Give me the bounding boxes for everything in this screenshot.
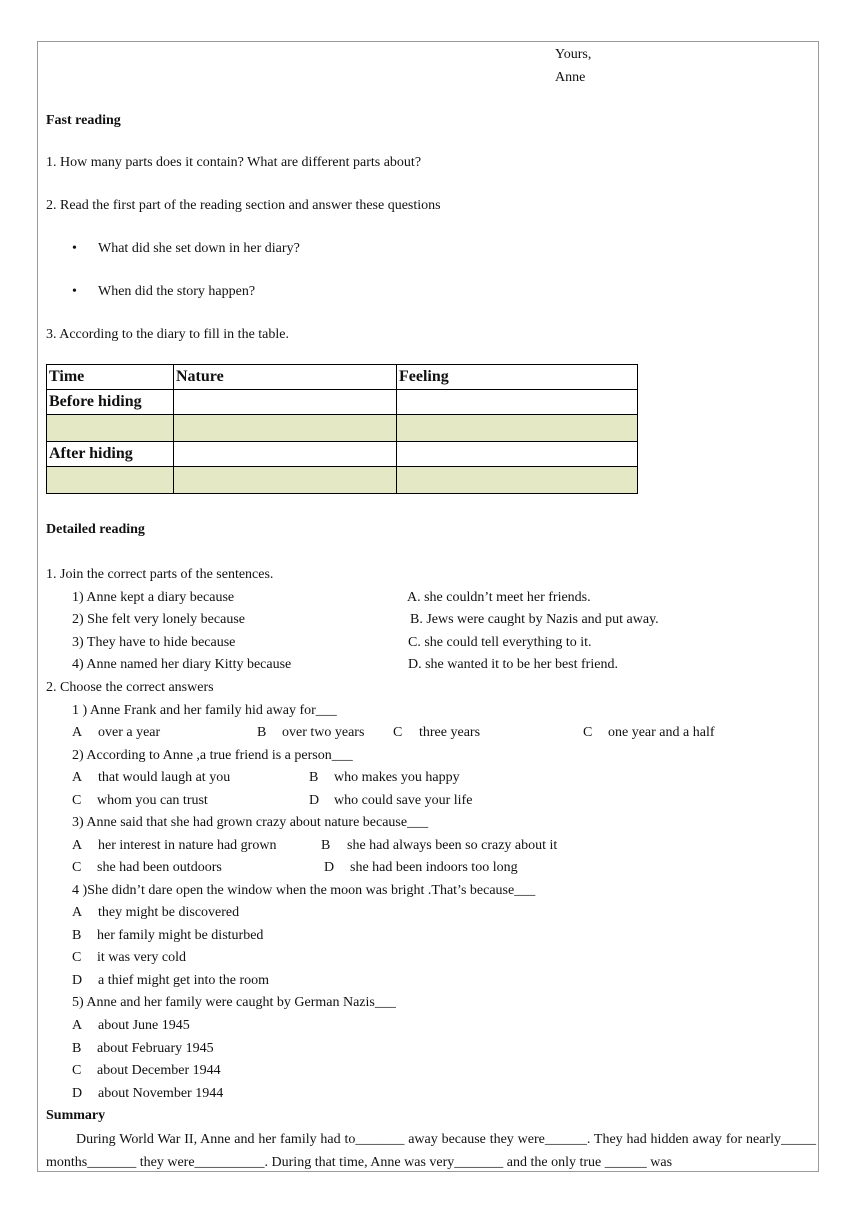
table-cell[interactable] (397, 415, 638, 442)
option-letter: C (72, 793, 82, 808)
option-text: a thief might get into the room (98, 973, 270, 988)
table-row (47, 442, 638, 467)
table-cell[interactable] (174, 415, 397, 442)
summary-text: During World War II, Anne and her family had to_______ away because they were______. They had hidden away for nearly_____ months_______ they were__________. During that time, Anne was very_______ and the only true ______ was (46, 1132, 816, 1170)
option-text: over two years (282, 725, 365, 740)
option-text: it was very cold (97, 950, 187, 965)
option-text: over a year (98, 725, 161, 740)
option-letter: C (72, 950, 82, 965)
table-cell[interactable] (174, 467, 397, 494)
option-letter: A (72, 770, 83, 785)
table-cell[interactable] (397, 390, 638, 415)
option-text: they might be discovered (98, 905, 240, 920)
option-letter: D (324, 860, 335, 875)
table-header-cell: Time (47, 365, 174, 390)
fast-reading-q2: 2. Read the first part of the reading section and answer these questions (46, 198, 441, 213)
option-letter: D (72, 1086, 83, 1101)
option-letter: A (72, 725, 83, 740)
bullet-icon: • (72, 284, 77, 299)
match-right-item: C. she could tell everything to it. (408, 635, 592, 650)
fast-reading-q3: 3. According to the diary to fill in the table. (46, 327, 289, 342)
bullet-icon: • (72, 241, 77, 256)
table-cell[interactable] (47, 467, 174, 494)
option-letter: A (72, 1018, 83, 1033)
table-cell[interactable] (174, 390, 397, 415)
detailed-part1-title: 1. Join the correct parts of the sentences. (46, 567, 274, 582)
option-text: three years (419, 725, 481, 740)
table-header-cell: Nature (174, 365, 397, 390)
bullet-item: When did the story happen? (98, 284, 256, 299)
question-text: 3) Anne said that she had grown crazy about nature because___ (72, 815, 429, 830)
option-text: she had been indoors too long (350, 860, 518, 875)
table-row-label: Before hiding (47, 390, 174, 415)
table-row (47, 415, 638, 442)
match-left-item: 4) Anne named her diary Kitty because (72, 657, 292, 672)
match-left-item: 3) They have to hide because (72, 635, 236, 650)
match-right-item: A. she couldn’t meet her friends. (407, 590, 591, 605)
option-text: she had been outdoors (97, 860, 222, 875)
closing-name: Anne (555, 70, 586, 85)
option-text: about February 1945 (97, 1041, 214, 1056)
option-letter: C (583, 725, 593, 740)
question-text: 5) Anne and her family were caught by German Nazis___ (72, 995, 396, 1010)
closing-yours: Yours, (555, 47, 592, 62)
table-cell[interactable] (397, 442, 638, 467)
option-text: who makes you happy (334, 770, 460, 785)
detailed-reading-heading: Detailed reading (46, 522, 145, 537)
table-header-row (47, 365, 638, 390)
match-left-item: 1) Anne kept a diary because (72, 590, 235, 605)
table-cell[interactable] (47, 415, 174, 442)
option-text: that would laugh at you (98, 770, 231, 785)
table-row (47, 467, 638, 494)
question-text: 1 ) Anne Frank and her family hid away for___ (72, 703, 337, 718)
fast-reading-heading: Fast reading (46, 113, 121, 128)
table-header-cell: Feeling (397, 365, 638, 390)
detailed-part2-title: 2. Choose the correct answers (46, 680, 214, 695)
summary-paragraph (46, 1128, 816, 1174)
match-right-item: D. she wanted it to be her best friend. (408, 657, 618, 672)
option-letter: C (72, 860, 82, 875)
option-letter: C (72, 1063, 82, 1078)
option-letter: C (393, 725, 403, 740)
option-text: about June 1945 (98, 1018, 190, 1033)
option-letter: D (309, 793, 320, 808)
diary-table (46, 364, 638, 494)
match-left-item: 2) She felt very lonely because (72, 612, 245, 627)
question-text: 2) According to Anne ,a true friend is a person___ (72, 748, 353, 763)
option-text: who could save your life (334, 793, 473, 808)
option-text: whom you can trust (97, 793, 208, 808)
table-row (47, 390, 638, 415)
question-text: 4 )She didn’t dare open the window when the moon was bright .That’s because___ (72, 883, 536, 898)
summary-heading: Summary (46, 1108, 106, 1123)
table-cell[interactable] (174, 442, 397, 467)
option-text: she had always been so crazy about it (347, 838, 558, 853)
option-text: her interest in nature had grown (98, 838, 277, 853)
option-letter: B (257, 725, 267, 740)
option-text: her family might be disturbed (97, 928, 264, 943)
option-text: about November 1944 (98, 1086, 224, 1101)
option-text: one year and a half (608, 725, 715, 740)
option-letter: D (72, 973, 83, 988)
option-letter: B (72, 928, 82, 943)
option-letter: B (72, 1041, 82, 1056)
bullet-item: What did she set down in her diary? (98, 241, 300, 256)
fast-reading-q1: 1. How many parts does it contain? What are different parts about? (46, 155, 422, 170)
option-letter: A (72, 905, 83, 920)
table-cell[interactable] (397, 467, 638, 494)
table-row-label: After hiding (47, 442, 174, 467)
option-letter: B (309, 770, 319, 785)
option-letter: A (72, 838, 83, 853)
match-right-item: B. Jews were caught by Nazis and put away. (410, 612, 659, 627)
option-text: about December 1944 (97, 1063, 221, 1078)
option-letter: B (321, 838, 331, 853)
